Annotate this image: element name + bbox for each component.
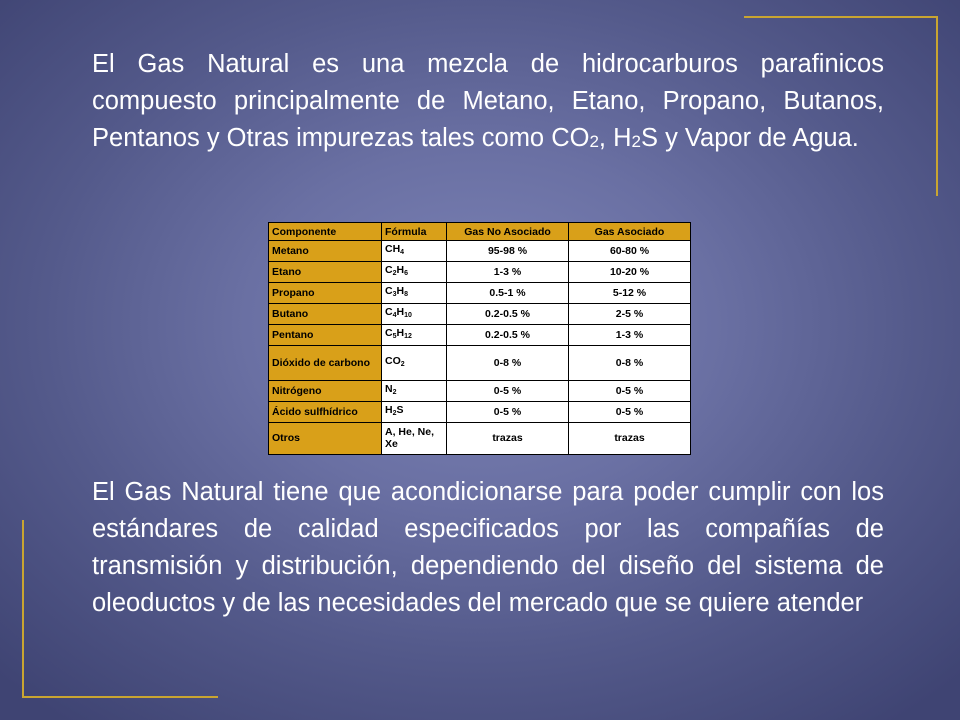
formula-symbol: C [385,306,393,319]
cell-formula [382,283,447,304]
formula-symbol: A, He, Ne, Xe [385,426,435,451]
formula-subscript: 2 [392,388,397,396]
header-gas-asociado: Gas Asociado [569,223,691,241]
header-formula: Fórmula [382,223,447,241]
cell-componente: Propano [269,283,382,304]
formula-subscript: 4 [400,249,405,257]
cell-gas-no-asociado: 1-3 % [447,262,569,283]
cell-formula [382,304,447,325]
cell-componente: Nitrógeno [269,380,382,401]
formula-symbol: N [385,382,393,395]
formula-subscript: 2 [392,270,397,278]
cell-gas-asociado: 5-12 % [569,283,691,304]
cell-gas-no-asociado: 0.2-0.5 % [447,304,569,325]
cell-componente: Ácido sulfhídrico [269,401,382,422]
intro-text-middle: , H [598,124,632,152]
corner-frame-top-horizontal [744,16,938,18]
formula-subscript: 2 [392,409,397,417]
cell-componente: Otros [269,422,382,454]
cell-gas-no-asociado: 95-98 % [447,241,569,262]
formula-subscript: 8 [404,291,408,299]
formula-subscript: 4 [392,312,397,320]
cell-gas-no-asociado: 0-5 % [447,401,569,422]
table-row [269,346,691,380]
cell-gas-asociado: trazas [569,422,691,454]
table-row [269,304,691,325]
gas-composition-table [268,222,691,455]
corner-frame-bottom-vertical [22,520,24,698]
formula-symbol: CH [385,243,401,256]
table-row [269,401,691,422]
cell-componente: Pentano [269,325,382,346]
corner-frame-bottom-horizontal [22,696,218,698]
cell-gas-asociado: 1-3 % [569,325,691,346]
table-row [269,380,691,401]
formula-symbol: H [396,285,405,298]
gas-composition-table-wrapper [268,222,690,455]
cell-gas-no-asociado: 0-8 % [447,346,569,380]
formula-symbol: C [385,327,393,340]
formula-symbol: H [396,306,405,319]
cell-formula [382,262,447,283]
cell-gas-no-asociado: 0.2-0.5 % [447,325,569,346]
cell-componente: Metano [269,241,382,262]
formula-symbol: H [396,264,405,277]
formula-subscript: 12 [404,333,412,341]
conditioning-paragraph: El Gas Natural tiene que acondicionarse para poder cumplir con los estándares de calidad especificados por las compañías de transmisión y distribución, dependiendo del diseño del sistema de oleoductos y de las necesidades del mercado que se quiere atender [92,478,884,617]
formula-symbol: CO [385,354,401,367]
cell-formula [382,325,447,346]
table-row [269,325,691,346]
table-body [269,241,691,455]
cell-gas-asociado: 2-5 % [569,304,691,325]
intro-paragraph [92,46,884,159]
cell-gas-asociado: 60-80 % [569,241,691,262]
cell-componente: Etano [269,262,382,283]
cell-gas-no-asociado: 0.5-1 % [447,283,569,304]
cell-gas-asociado: 0-8 % [569,346,691,380]
formula-subscript: 2 [400,360,405,368]
formula-subscript: 5 [392,333,397,341]
formula-symbol: C [385,285,393,298]
table-header-row [269,223,691,241]
cell-gas-asociado: 0-5 % [569,380,691,401]
table-row [269,262,691,283]
header-gas-no-asociado: Gas No Asociado [447,223,569,241]
intro-text-before: El Gas Natural es una mezcla de hidrocarburos parafinicos compuesto principalmente de Metano, Etano, Propano, Butanos, Pentanos y Otras impurezas tales como CO [92,50,884,152]
table-row [269,241,691,262]
header-componente: Componente [269,223,382,241]
formula-subscript: 3 [392,291,397,299]
intro-subscript-h2s: 2 [631,132,641,151]
cell-formula [382,346,447,380]
table-row [269,422,691,454]
cell-formula [382,401,447,422]
cell-gas-no-asociado: 0-5 % [447,380,569,401]
cell-componente: Butano [269,304,382,325]
formula-symbol: C [385,264,393,277]
cell-componente: Dióxido de carbono [269,346,382,380]
cell-gas-asociado: 10-20 % [569,262,691,283]
cell-gas-no-asociado: trazas [447,422,569,454]
cell-gas-asociado: 0-5 % [569,401,691,422]
formula-subscript: 6 [404,270,408,278]
intro-subscript-co2: 2 [589,132,599,151]
formula-symbol: H [396,327,405,340]
formula-subscript: 10 [404,312,412,320]
table-row [269,283,691,304]
corner-frame-top-vertical [936,16,938,196]
intro-text-after: S y Vapor de Agua. [640,124,859,152]
cell-formula [382,241,447,262]
formula-symbol: S [396,403,404,416]
formula-symbol: H [385,403,393,416]
cell-formula [382,380,447,401]
cell-formula [382,422,447,454]
